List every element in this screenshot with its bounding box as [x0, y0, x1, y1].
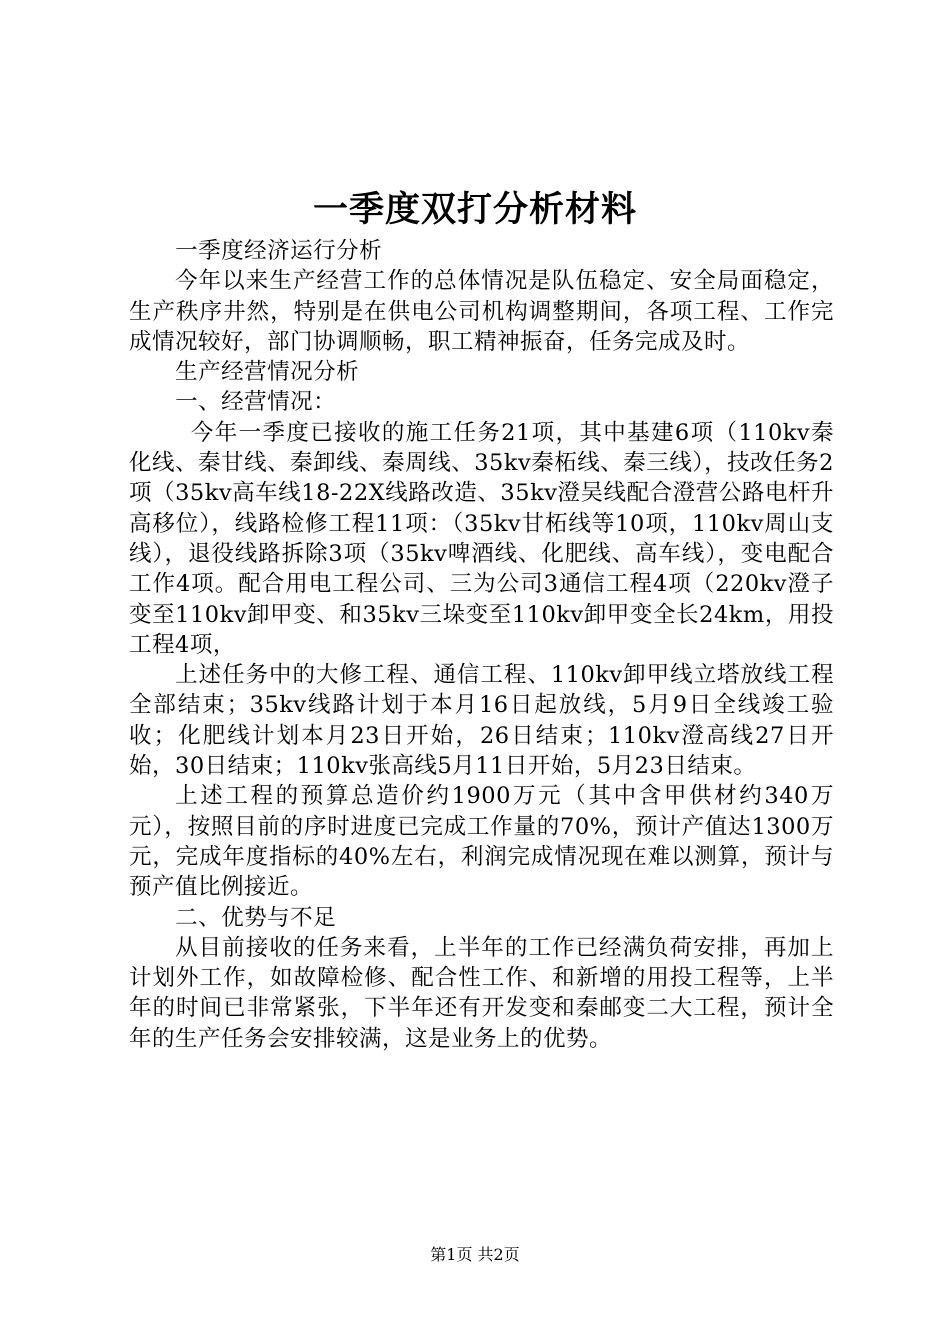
- section-heading-production-analysis: 生产经营情况分析: [175, 359, 360, 386]
- section-heading-economic-analysis: 一季度经济运行分析: [175, 238, 383, 264]
- section-heading-strengths-weaknesses: 二、优势与不足: [175, 904, 337, 931]
- paragraph-strengths: 从目前接收的任务来看，上半年的工作已经满负荷安排，再加上计划外工作，如故障检修、配合性工作、和新增的用投工程等，上半年的时间已非常紧张，下半年还有开发变和秦邮变二大工程，预计全年的生产任务会安排较满，这是业务上的优势。: [129, 934, 834, 1052]
- paragraph-overview: 今年以来生产经营工作的总体情况是队伍稳定、安全局面稳定，生产秩序井然，特别是在供电公司机构调整期间，各项工程、工作完成情况较好，部门协调顺畅，职工精神振奋，任务完成及时。: [129, 268, 834, 355]
- page-footer: 第1页 共2页: [430, 1245, 520, 1264]
- paragraph-task-progress: 上述任务中的大修工程、通信工程、110kv卸甲线立塔放线工程全部结束；35kv线路计划于本月16日起放线，5月9日全线竣工验收；化肥线计划本月23日开始，26日结束；110kv澄高线27日开始，30日结束；110kv张高线5月11日开始，5月23日结束。: [129, 662, 834, 780]
- document-body: [129, 236, 834, 1054]
- paragraph-budget: 上述工程的预算总造价约1900万元（其中含甲供材约340万元），按照目前的序时进度已完成工作量的70%，预计产值达1300万元，完成年度指标的40%左右，利润完成情况现在难以测算，预计与预产值比例接近。: [129, 783, 834, 901]
- section-heading-operations: 一、经营情况：: [175, 389, 337, 416]
- document-title: 一季度双打分析材料: [312, 189, 637, 230]
- paragraph-tasks-received: 今年一季度已接收的施工任务21项，其中基建6项（110kv秦化线、秦甘线、秦卸线、秦周线、35kv秦柘线、秦三线），技改任务2项（35kv高车线18-22X线路改造、35kv澄吴线配合澄营公路电杆升高移位），线路检修工程11项：（35kv甘柘线等10项，110kv周山支线），退役线路拆除3项（35kv啤酒线、化肥线、高车线），变电配合工作4项。配合用电工程公司、三为公司3通信工程4项（220kv澄子变至110kv卸甲变、和35kv三垛变至110kv卸甲变全长24km，用投工程4项，: [129, 419, 834, 658]
